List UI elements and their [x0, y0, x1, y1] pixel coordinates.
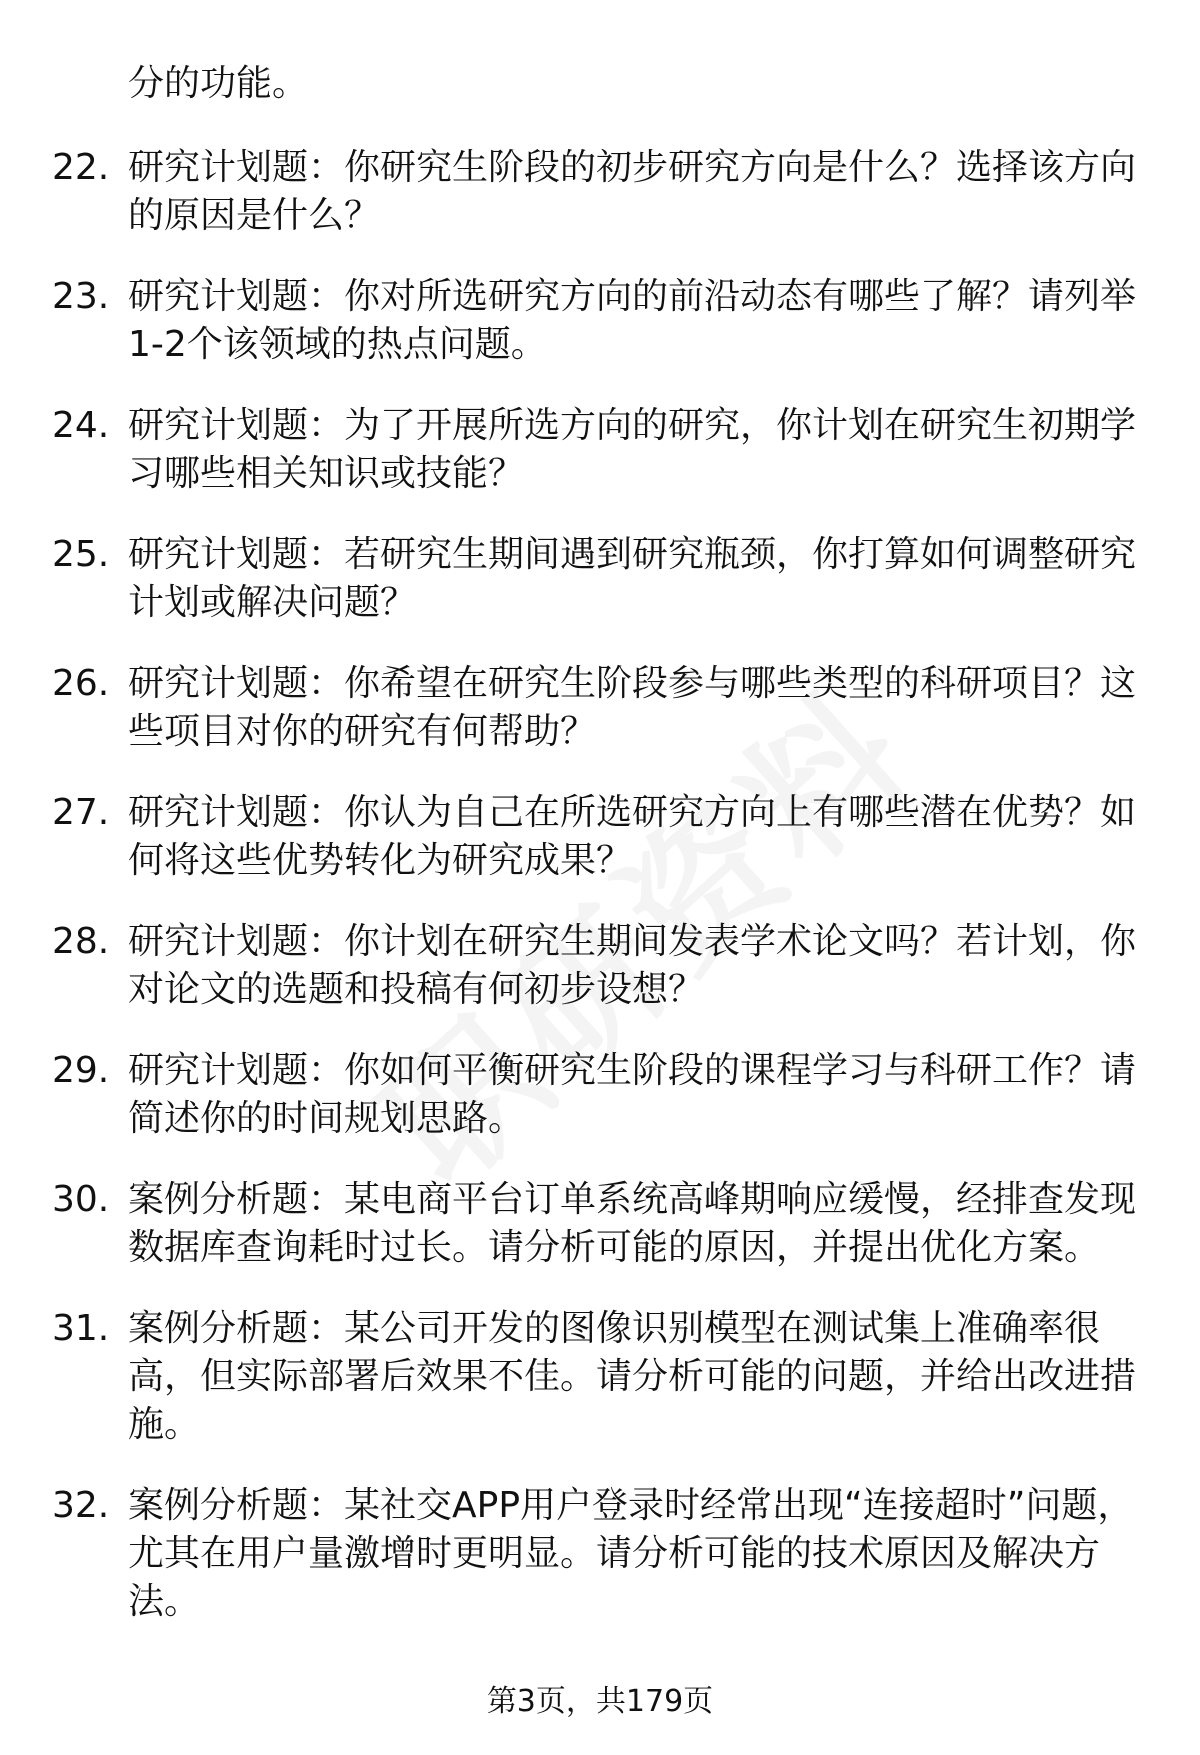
list-item: [0, 1482, 1200, 1626]
item-text: 案例分析题：某社交APP用户登录时经常出现“连接超时”问题，尤其在用户量激增时更明显。请分析可能的技术原因及解决方法。: [128, 1485, 1134, 1622]
list-item: [0, 144, 1200, 240]
item-number: 23.: [52, 276, 110, 317]
list-item: [0, 1047, 1200, 1143]
item-text: 研究计划题：为了开展所选方向的研究，你计划在研究生初期学习哪些相关知识或技能？: [128, 405, 1137, 494]
item-text: 研究计划题：你对所选研究方向的前沿动态有哪些了解？请列举1-2个该领域的热点问题。: [128, 276, 1137, 365]
list-item: [0, 789, 1200, 885]
item-text: 案例分析题：某电商平台订单系统高峰期响应缓慢，经排查发现数据库查询耗时过长。请分析可能的原因，并提出优化方案。: [128, 1179, 1137, 1268]
list-item: [0, 531, 1200, 627]
item-number: 30.: [52, 1179, 110, 1220]
item-text: 研究计划题：你研究生阶段的初步研究方向是什么？选择该方向的原因是什么？: [128, 147, 1137, 236]
list-item: [0, 273, 1200, 369]
page-footer: 第3页，共179页: [486, 1684, 714, 1719]
item-text: 案例分析题：某公司开发的图像识别模型在测试集上准确率很高，但实际部署后效果不佳。请分析可能的问题，并给出改进措施。: [128, 1308, 1137, 1445]
list-item: [0, 402, 1200, 498]
list-item: [0, 1305, 1200, 1449]
item-number: 32.: [52, 1485, 110, 1526]
item-number: 28.: [52, 921, 110, 962]
item-text: 研究计划题：你认为自己在所选研究方向上有哪些潜在优势？如何将这些优势转化为研究成果？: [128, 792, 1137, 881]
item-number: 26.: [52, 663, 110, 704]
question-list: [0, 144, 1200, 1659]
list-item: [0, 918, 1200, 1014]
item-text: 研究计划题：你希望在研究生阶段参与哪些类型的科研项目？这些项目对你的研究有何帮助？: [128, 663, 1137, 752]
item-number: 22.: [52, 147, 110, 188]
item-text: 研究计划题：你如何平衡研究生阶段的课程学习与科研工作？请简述你的时间规划思路。: [128, 1050, 1137, 1139]
continuation-text: 分的功能。: [128, 63, 309, 104]
item-number: 31.: [52, 1308, 110, 1349]
item-number: 27.: [52, 792, 110, 833]
item-text: 研究计划题：若研究生期间遇到研究瓶颈，你打算如何调整研究计划或解决问题？: [128, 534, 1137, 623]
list-item: [0, 1176, 1200, 1272]
item-number: 24.: [52, 405, 110, 446]
item-number: 29.: [52, 1050, 110, 1091]
item-number: 25.: [52, 534, 110, 575]
item-text: 研究计划题：你计划在研究生期间发表学术论文吗？若计划，你对论文的选题和投稿有何初步设想？: [128, 921, 1137, 1010]
list-item: [0, 660, 1200, 756]
